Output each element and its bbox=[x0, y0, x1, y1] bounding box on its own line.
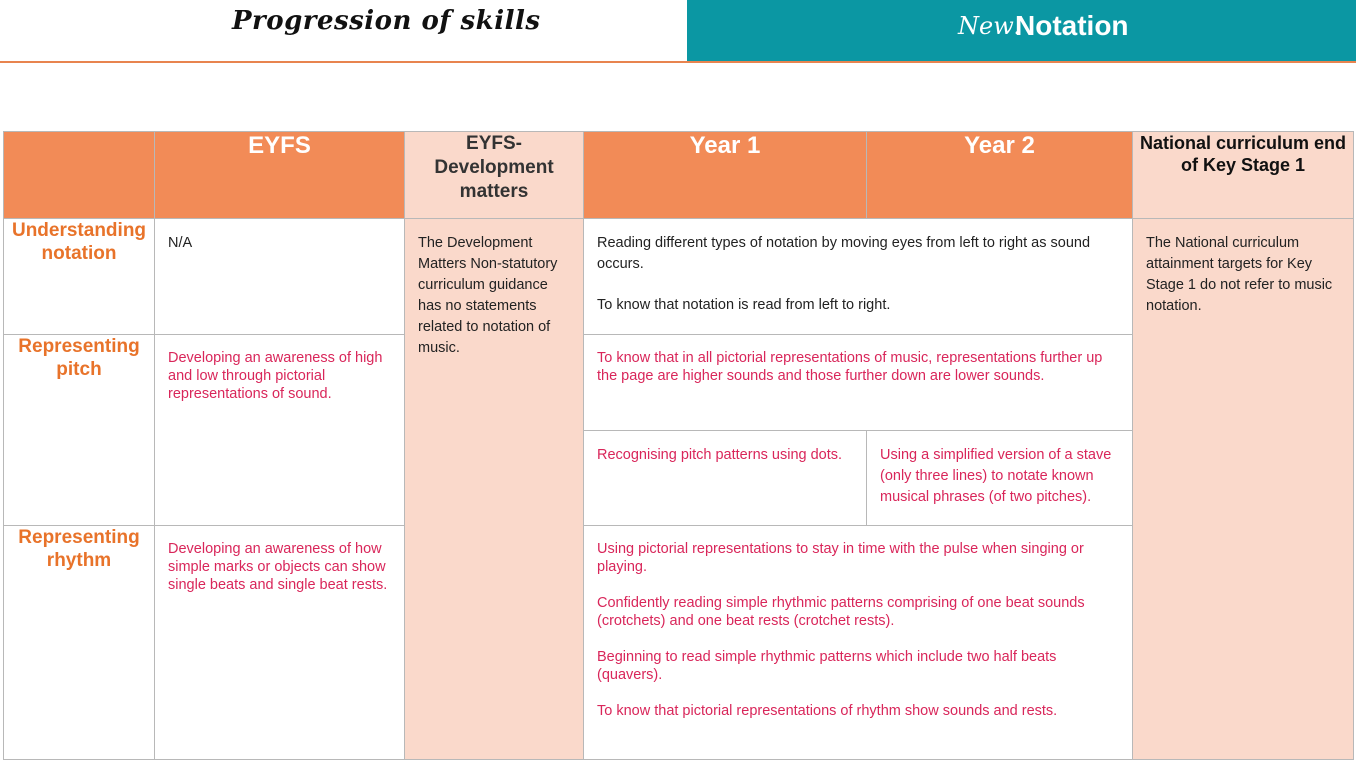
rhythm-point: To know that pictorial representations of rhythm show sounds and rests. bbox=[597, 703, 1058, 719]
understanding-point: To know that notation is read from left to right. bbox=[597, 297, 891, 313]
understanding-years-text bbox=[584, 219, 1132, 330]
page-title: Progression of skills bbox=[232, 6, 541, 36]
cell-pitch-year2 bbox=[867, 431, 1133, 526]
cell-rhythm-years bbox=[584, 526, 1133, 760]
progression-table bbox=[3, 131, 1354, 760]
row-label-pitch: Representing pitch bbox=[4, 335, 155, 526]
corner-header bbox=[4, 132, 155, 219]
row-label-rhythm: Representing rhythm bbox=[4, 526, 155, 760]
cell-understanding-eyfs bbox=[155, 219, 405, 335]
cell-dev-matters bbox=[405, 219, 584, 760]
cell-pitch-years bbox=[584, 335, 1133, 431]
rhythm-point: Using pictorial representations to stay in time with the pulse when singing or playing. bbox=[597, 541, 1084, 575]
rhythm-years-text bbox=[584, 526, 1132, 734]
rhythm-eyfs-text: Developing an awareness of how simple marks or objects can show single beats and single beat rests. bbox=[168, 541, 388, 593]
banner-divider bbox=[0, 61, 1356, 63]
new-label: New! bbox=[958, 12, 1024, 40]
pitch-eyfs-text: Developing an awareness of high and low through pictorial representations of sound. bbox=[168, 350, 383, 402]
topic-title: Notation bbox=[1015, 10, 1129, 41]
cell-rhythm-eyfs bbox=[155, 526, 405, 760]
rhythm-point: Beginning to read simple rhythmic patterns which include two half beats (quavers). bbox=[597, 649, 1057, 683]
cell-national bbox=[1133, 219, 1354, 760]
cell-pitch-year1 bbox=[584, 431, 867, 526]
dev-matters-text: The Development Matters Non-statutory curriculum guidance has no statements related to notation of music. bbox=[418, 235, 558, 356]
understanding-point: Reading different types of notation by moving eyes from left to right as sound occurs. bbox=[597, 235, 1091, 272]
column-header-year2: Year 2 bbox=[867, 132, 1133, 219]
row-label-understanding: Understanding notation bbox=[4, 219, 155, 335]
column-header-dev-matters bbox=[405, 132, 584, 219]
column-header-year1: Year 1 bbox=[584, 132, 867, 219]
pitch-years-text: To know that in all pictorial representations of music, representations further up the page are higher sounds and those further down are lower sounds. bbox=[597, 350, 1103, 384]
cell-pitch-eyfs bbox=[155, 335, 405, 526]
pitch-year1-text: Recognising pitch patterns using dots. bbox=[597, 447, 843, 463]
column-header-national: National curriculum end of Key Stage 1 bbox=[1133, 132, 1354, 219]
cell-understanding-years bbox=[584, 219, 1133, 335]
dev-matters-header-text: EYFS- Development matters bbox=[434, 133, 554, 202]
column-header-eyfs: EYFS bbox=[155, 132, 405, 219]
rhythm-point: Confidently reading simple rhythmic patterns comprising of one beat sounds (crotchets) and one beat rests (crotchet rests). bbox=[597, 595, 1085, 629]
national-text: The National curriculum attainment targets for Key Stage 1 do not refer to music notation. bbox=[1146, 235, 1333, 314]
understanding-eyfs-text: N/A bbox=[168, 235, 193, 251]
pitch-year2-text: Using a simplified version of a stave (only three lines) to notate known musical phrases (of two pitches). bbox=[880, 447, 1112, 505]
